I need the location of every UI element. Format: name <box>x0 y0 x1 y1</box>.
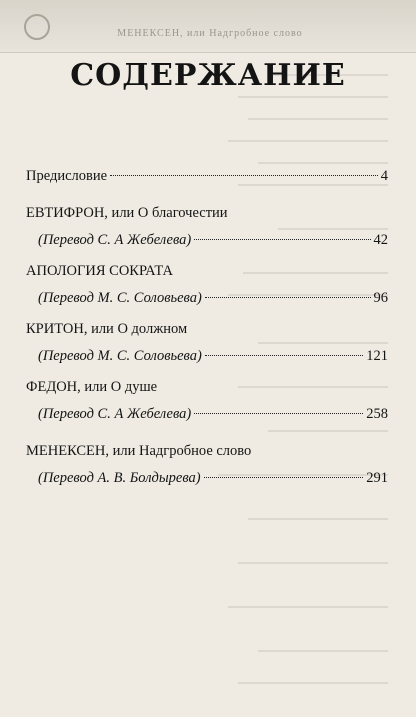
running-head: МЕНЕКСЕН, или Надгробное слово <box>117 28 303 39</box>
toc-page-number: 291 <box>366 470 388 486</box>
toc-entry-menexenus[interactable] <box>26 443 388 487</box>
leader-dots <box>205 355 363 356</box>
toc-page-number: 258 <box>366 406 388 422</box>
toc-entry-apology[interactable] <box>26 263 388 307</box>
toc-entry-phaedo[interactable] <box>26 379 388 423</box>
toc-translator: (Перевод С. А Жебелева) <box>38 232 192 248</box>
toc-entry-title: МЕНЕКСЕН, или Надгробное слово <box>26 443 252 459</box>
toc-entry-title: ЕВТИФРОН, или О благочестии <box>26 205 228 221</box>
leader-dots <box>204 477 364 478</box>
leader-dots <box>194 413 363 414</box>
leader-dots <box>205 297 371 298</box>
toc-translator: (Перевод С. А Жебелева) <box>38 406 192 422</box>
page-title: СОДЕРЖАНИЕ <box>70 58 346 93</box>
toc-entry-crito[interactable] <box>26 321 388 365</box>
toc-entry-euthyphro[interactable] <box>26 205 388 249</box>
toc-entry-preface[interactable] <box>26 168 388 185</box>
toc-entry-title: Предисловие <box>26 168 108 184</box>
toc-page-number: 4 <box>380 168 388 184</box>
toc-page-number: 121 <box>366 348 388 364</box>
toc-translator: (Перевод А. В. Болдырева) <box>38 470 201 486</box>
page-header <box>0 0 416 53</box>
toc-entry-title: КРИТОН, или О должном <box>26 321 188 337</box>
toc-entry-title: ФЕДОН, или О душе <box>26 379 158 395</box>
toc-page-number: 42 <box>373 232 388 248</box>
toc-translator: (Перевод М. С. Соловьева) <box>38 348 202 364</box>
leader-dots <box>194 239 370 240</box>
publisher-emblem-icon <box>24 14 50 40</box>
toc-translator: (Перевод М. С. Соловьева) <box>38 290 202 306</box>
leader-dots <box>110 175 378 176</box>
toc-entry-title: АПОЛОГИЯ СОКРАТА <box>26 263 173 279</box>
toc-page-number: 96 <box>373 290 388 306</box>
